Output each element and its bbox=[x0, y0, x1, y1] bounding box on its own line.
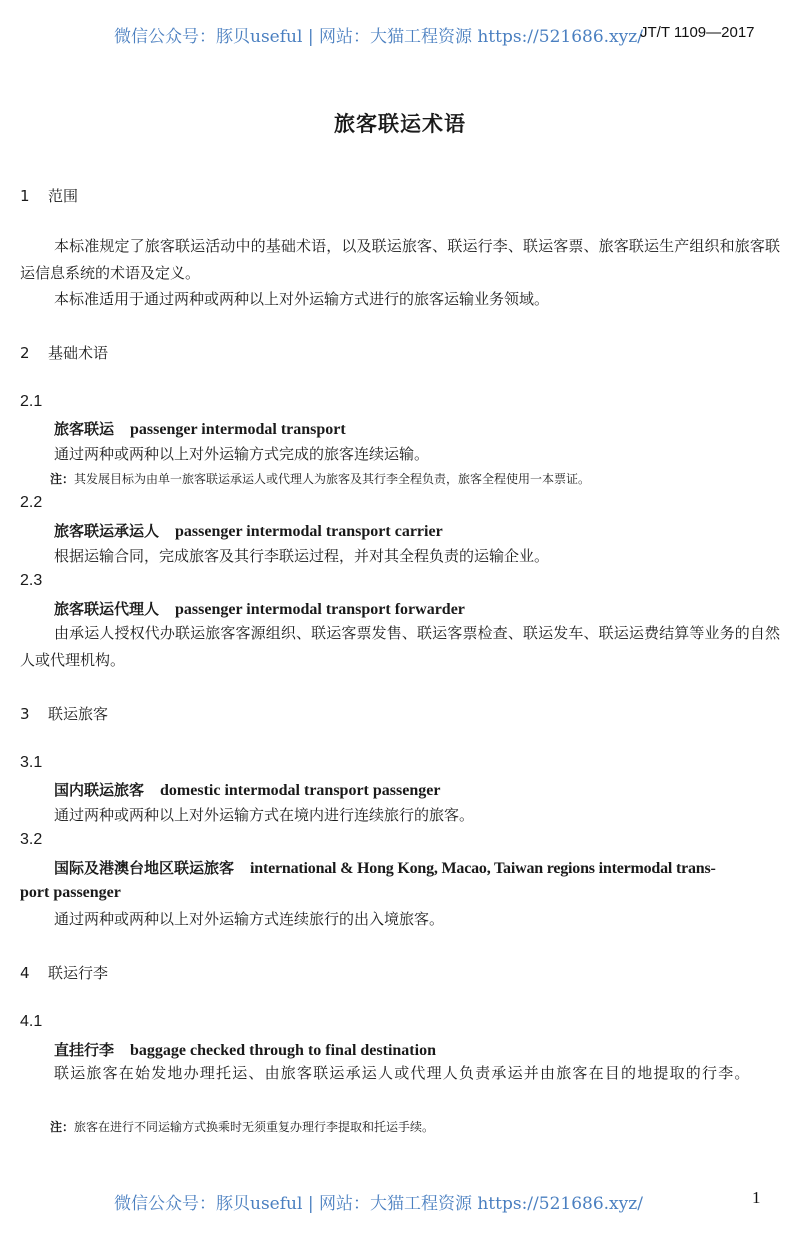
term-en: passenger intermodal transport bbox=[130, 421, 346, 438]
term-definition: 根据运输合同，完成旅客及其行李联运过程，并对其全程负责的运输企业。 bbox=[54, 547, 550, 565]
section-number: 2 bbox=[20, 344, 30, 362]
term-number: 2.1 bbox=[20, 393, 43, 410]
term-definition: 由承运人授权代办联运旅客客源组织、联运客票发售、联运客票检查、联运发车、联运运费结算等业务的自然人或代理机构。 bbox=[20, 624, 780, 669]
term-heading bbox=[54, 418, 346, 439]
note-label: 注： bbox=[50, 472, 75, 486]
section-heading-2 bbox=[20, 342, 108, 363]
section-title: 联运旅客 bbox=[48, 705, 109, 723]
term-en: passenger intermodal transport carrier bbox=[175, 523, 443, 540]
term-note bbox=[50, 1118, 434, 1135]
term-en: international & Hong Kong, Macao, Taiwan regions intermodal trans- bbox=[250, 860, 716, 877]
page-title: 旅客联运术语 bbox=[334, 112, 466, 136]
term-number: 4.1 bbox=[20, 1013, 43, 1030]
term-zh: 直挂行李 bbox=[54, 1041, 115, 1059]
section-number: 3 bbox=[20, 705, 30, 723]
term-heading bbox=[54, 520, 443, 541]
term-definition: 通过两种或两种以上对外运输方式完成的旅客连续运输。 bbox=[54, 445, 430, 463]
section-heading-4 bbox=[20, 962, 108, 983]
term-number: 2.2 bbox=[20, 494, 43, 511]
note-label: 注： bbox=[50, 1120, 75, 1134]
scope-paragraph-1: 本标准规定了旅客联运活动中的基础术语，以及联运旅客、联运行李、联运客票、旅客联运生产组织和旅客联运信息系统的术语及定义。 bbox=[20, 237, 780, 282]
term-en: passenger intermodal transport forwarder bbox=[175, 601, 465, 618]
term-heading bbox=[54, 779, 440, 800]
note-text: 旅客在进行不同运输方式换乘时无须重复办理行李提取和托运手续。 bbox=[74, 1120, 435, 1134]
term-number: 3.2 bbox=[20, 831, 43, 848]
note-text: 其发展目标为由单一旅客联运承运人或代理人为旅客及其行李全程负责，旅客全程使用一本票证。 bbox=[74, 472, 591, 486]
term-number: 3.1 bbox=[20, 754, 43, 771]
term-en-continued bbox=[20, 883, 121, 902]
term-definition: 通过两种或两种以上对外运输方式在境内进行连续旅行的旅客。 bbox=[54, 806, 475, 824]
term-zh: 旅客联运 bbox=[54, 420, 115, 438]
section-number: 4 bbox=[20, 964, 30, 982]
section-title: 联运行李 bbox=[48, 964, 109, 982]
term-zh: 旅客联运承运人 bbox=[54, 522, 160, 540]
term-en: baggage checked through to final destination bbox=[130, 1042, 436, 1059]
term-definition: 联运旅客在始发地办理托运、由旅客联运承运人或代理人负责承运并由旅客在目的地提取的行李。 bbox=[54, 1064, 751, 1082]
term-en: port passenger bbox=[20, 884, 121, 901]
section-heading-3 bbox=[20, 703, 108, 724]
page-number: 1 bbox=[752, 1188, 761, 1207]
term-zh: 国内联运旅客 bbox=[54, 781, 145, 799]
scope-paragraph-2: 本标准适用于通过两种或两种以上对外运输方式进行的旅客运输业务领域。 bbox=[54, 290, 550, 308]
term-note bbox=[50, 470, 590, 487]
term-zh: 国际及港澳台地区联运旅客 bbox=[54, 859, 235, 877]
term-zh: 旅客联运代理人 bbox=[54, 600, 160, 618]
watermark-bottom: 微信公众号：豚贝useful | 网站：大猫工程资源 https://521686.xyz/ bbox=[114, 1194, 643, 1214]
section-number: 1 bbox=[20, 187, 30, 205]
standard-number: JT/T 1109—2017 bbox=[640, 24, 755, 41]
section-heading-1 bbox=[20, 185, 78, 206]
section-title: 基础术语 bbox=[48, 344, 109, 362]
term-definition: 通过两种或两种以上对外运输方式连续旅行的出入境旅客。 bbox=[54, 910, 445, 928]
section-title: 范围 bbox=[48, 187, 79, 205]
term-heading bbox=[54, 1039, 436, 1060]
term-en: domestic intermodal transport passenger bbox=[160, 782, 441, 799]
term-number: 2.3 bbox=[20, 572, 43, 589]
watermark-top: 微信公众号：豚贝useful | 网站：大猫工程资源 https://521686.xyz/ bbox=[114, 27, 643, 47]
term-heading bbox=[54, 598, 465, 619]
term-heading bbox=[54, 857, 716, 878]
